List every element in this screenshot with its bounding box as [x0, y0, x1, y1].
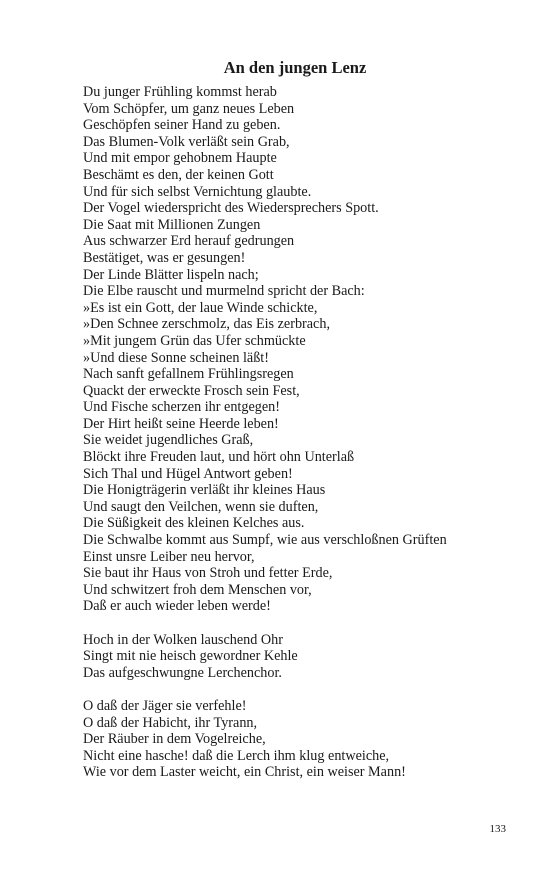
poem-line: Das Blumen-Volk verläßt sein Grab, — [83, 133, 290, 150]
poem-line: Bestätiget, was er gesungen! — [83, 249, 246, 266]
poem-line: O daß der Jäger sie verfehle! — [83, 697, 247, 714]
poem-line: Und Fische scherzen ihr entgegen! — [83, 399, 280, 416]
poem-line: Nicht eine hasche! daß die Lerch ihm klug entweiche, — [83, 747, 390, 764]
poem-line: Der Linde Blätter lispeln nach; — [83, 266, 259, 283]
poem-line: Die Saat mit Millionen Zungen — [83, 216, 261, 233]
poem-line: Daß er auch wieder leben werde! — [83, 598, 271, 615]
poem-line: O daß der Habicht, ihr Tyrann, — [83, 714, 258, 731]
poem-line: »Den Schnee zerschmolz, das Eis zerbrach, — [83, 316, 330, 333]
poem-line: »Und diese Sonne scheinen läßt! — [83, 349, 269, 366]
poem-line: Die Süßigkeit des kleinen Kelches aus. — [83, 515, 305, 532]
poem-line: Sich Thal und Hügel Antwort geben! — [83, 465, 293, 482]
poem-line: Sie weidet jugendliches Graß, — [83, 432, 254, 449]
poem-line: Quackt der erweckte Frosch sein Fest, — [83, 382, 300, 399]
poem-line: Wie vor dem Laster weicht, ein Christ, ein weiser Mann! — [83, 764, 406, 781]
poem-line: Blöckt ihre Freuden laut, und hört ohn Unterlaß — [83, 449, 355, 466]
poem-line: Das aufgeschwungne Lerchenchor. — [83, 664, 282, 681]
poem-line: Der Hirt heißt seine Heerde leben! — [83, 415, 279, 432]
stanza — [83, 632, 523, 682]
poem-line: Der Räuber in dem Vogelreiche, — [83, 731, 266, 748]
poem-line: »Es ist ein Gott, der laue Winde schickte, — [83, 299, 318, 316]
page-number: 133 — [489, 823, 506, 835]
poem-line: Die Honigträgerin verläßt ihr kleines Haus — [83, 482, 326, 499]
poem-line: Sie baut ihr Haus von Stroh und fetter Erde, — [83, 565, 333, 582]
poem-body — [83, 84, 523, 798]
poem-line: Und für sich selbst Vernichtung glaubte. — [83, 183, 312, 200]
stanza — [83, 84, 523, 615]
poem-line: Und mit empor gehobnem Haupte — [83, 150, 277, 167]
poem-line: »Mit jungem Grün das Ufer schmückte — [83, 332, 306, 349]
poem-title: An den jungen Lenz — [223, 58, 367, 77]
poem-line: Der Vogel wiederspricht des Wiedersprechers Spott. — [83, 200, 379, 217]
poem-line: Einst unsre Leiber neu hervor, — [83, 548, 255, 565]
poem-line: Geschöpfen seiner Hand zu geben. — [83, 117, 281, 134]
stanza — [83, 698, 523, 781]
poem-line: Und saugt den Veilchen, wenn sie duften, — [83, 498, 319, 515]
poem-line: Die Schwalbe kommt aus Sumpf, wie aus verschloßnen Grüften — [83, 532, 447, 549]
poem-line: Die Elbe rauscht und murmelnd spricht der Bach: — [83, 283, 365, 300]
poem-line: Vom Schöpfer, um ganz neues Leben — [83, 100, 295, 117]
poem-line: Und schwitzert froh dem Menschen vor, — [83, 581, 312, 598]
poem-line: Beschämt es den, der keinen Gott — [83, 166, 274, 183]
poem-line: Du junger Frühling kommst herab — [83, 84, 277, 100]
poem-line: Singt mit nie heisch gewordner Kehle — [83, 648, 298, 665]
poem-line: Aus schwarzer Erd herauf gedrungen — [83, 233, 295, 250]
poem-line: Nach sanft gefallnem Frühlingsregen — [83, 366, 294, 383]
poem-line: Hoch in der Wolken lauschend Ohr — [83, 631, 283, 648]
